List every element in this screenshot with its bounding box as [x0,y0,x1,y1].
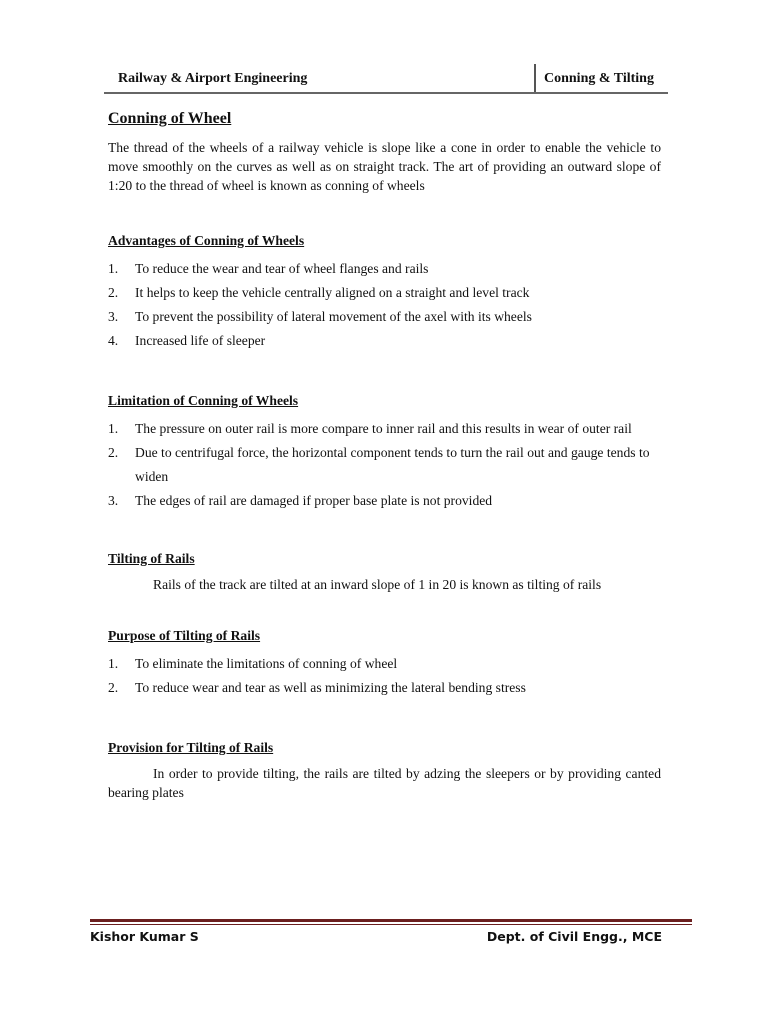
list-item-text: Increased life of sleeper [135,333,266,348]
list-item: 2. Due to centrifugal force, the horizontal component tends to turn the rail out and gauge tends to widen [108,445,650,484]
header-topic-box [534,64,670,92]
intro-paragraph: The thread of the wheels of a railway vehicle is slope like a cone in order to enable the vehicle to move smoothly on the curves as well as on straight track. The art of providing an outward slope of 1:20 to the thread of wheel is known as conning of wheels [108,140,661,193]
list-item: 3. To prevent the possibility of lateral movement of the axel with its wheels [108,309,532,324]
header-rule [104,92,668,94]
list-item: 2. It helps to keep the vehicle centrally aligned on a straight and level track [108,285,530,300]
list-item-text: It helps to keep the vehicle centrally aligned on a straight and level track [135,285,530,300]
tilting-paragraph: Rails of the track are tilted at an inward slope of 1 in 20 is known as tilting of rails [153,577,602,592]
limitations-list [108,417,661,513]
list-item: 2. To reduce wear and tear as well as minimizing the lateral bending stress [108,680,526,695]
provision-heading: Provision for Tilting of Rails [108,740,274,755]
list-item: 3. The edges of rail are damaged if proper base plate is not provided [108,493,493,508]
list-item-text: The pressure on outer rail is more compare to inner rail and this results in wear of outer rail [135,421,632,436]
footer-rule-thin [90,924,692,925]
footer-author: Kishor Kumar S [90,929,199,944]
list-item-text: To eliminate the limitations of conning of wheel [135,656,398,671]
list-item: 4. Increased life of sleeper [108,333,266,348]
provision-paragraph: In order to provide tilting, the rails are tilted by adzing the sleepers or by providing canted bearing plates [108,766,661,800]
header-course-title: Railway & Airport Engineering [118,71,308,86]
list-item-text: Due to centrifugal force, the horizontal component tends to turn the rail out and gauge tends to widen [135,445,650,484]
advantages-list [108,257,661,353]
purpose-heading: Purpose of Tilting of Rails [108,628,261,643]
footer-rule [90,919,692,922]
purpose-list [108,652,661,700]
page-header [104,64,668,92]
list-item-text: To reduce wear and tear as well as minimizing the lateral bending stress [135,680,526,695]
header-topic-title: Conning & Tilting [544,71,654,86]
list-item: 1. To eliminate the limitations of conning of wheel [108,656,398,671]
list-item: 1. The pressure on outer rail is more compare to inner rail and this results in wear of outer rail [108,421,632,436]
footer-department: Dept. of Civil Engg., MCE [486,929,662,944]
list-item-text: The edges of rail are damaged if proper base plate is not provided [135,493,493,508]
list-item-text: To prevent the possibility of lateral movement of the axel with its wheels [135,309,532,324]
page-content [108,110,661,802]
page-title: Conning of Wheel [108,110,232,127]
advantages-heading: Advantages of Conning of Wheels [108,233,305,248]
tilting-heading: Tilting of Rails [108,551,195,566]
list-item: 1. To reduce the wear and tear of wheel flanges and rails [108,261,429,276]
limitations-heading: Limitation of Conning of Wheels [108,393,299,408]
list-item-text: To reduce the wear and tear of wheel flanges and rails [135,261,429,276]
